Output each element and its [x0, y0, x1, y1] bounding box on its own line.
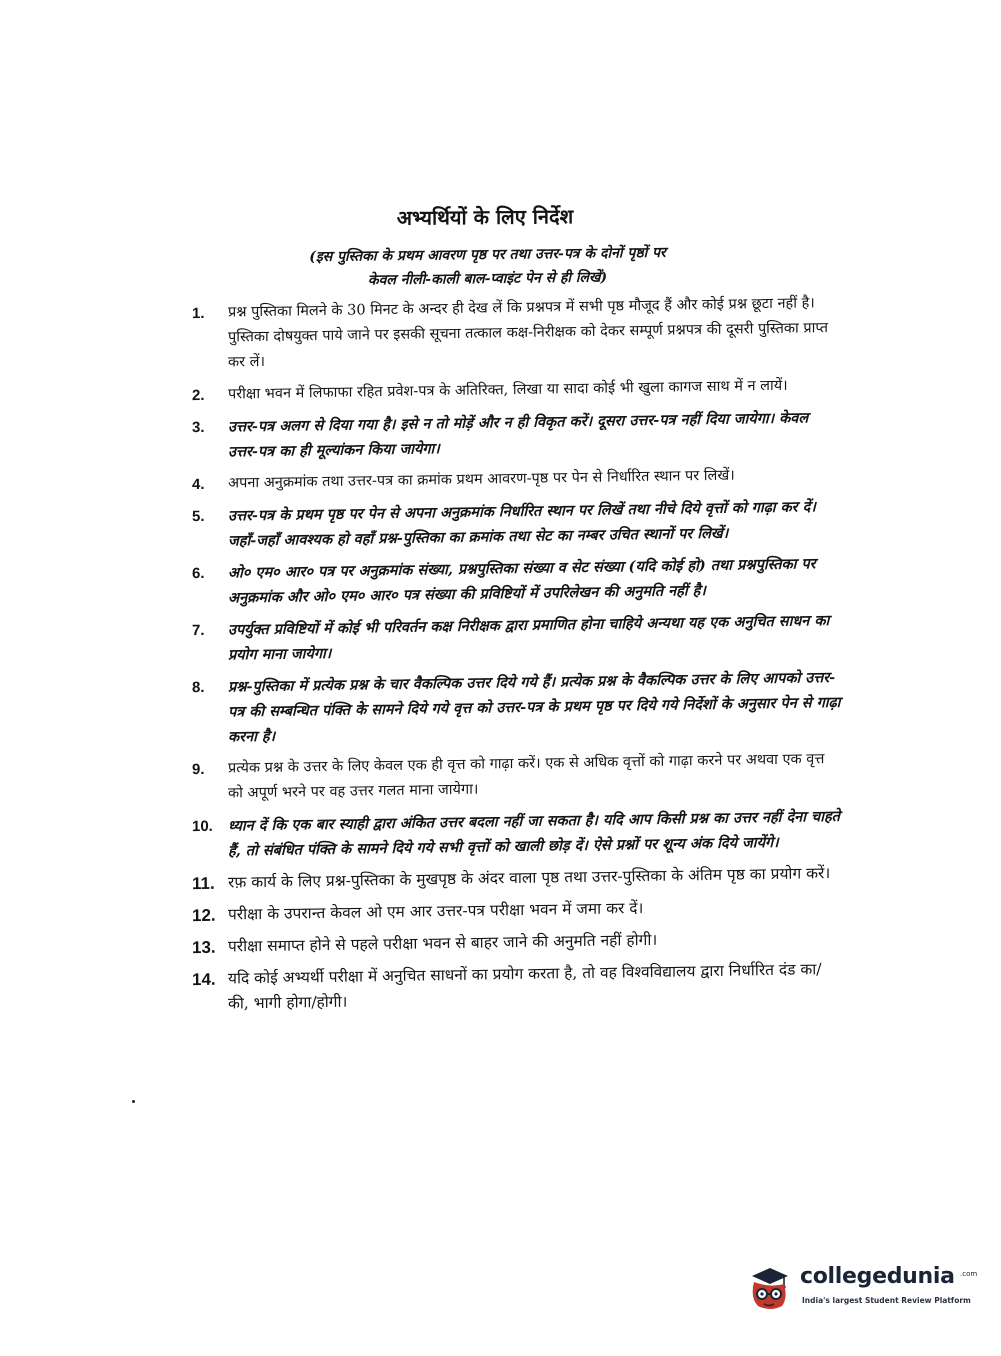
instruction-number: 9.	[192, 760, 205, 779]
instruction-text: उपर्युक्त प्रविष्टियों में कोई भी परिवर्तन कक्ष निरीक्षक द्वारा प्रमाणित होना चाहिये अन्यथा यह एक अनुचित साधन का प्रयोग माना जायेगा।	[228, 612, 830, 664]
instruction-text: परीक्षा समाप्त होने से पहले परीक्षा भवन से बाहर जाने की अनुमति नहीं होगी।	[228, 930, 658, 956]
instruction-number: 4.	[192, 475, 205, 494]
instruction-number: 14.	[192, 969, 216, 990]
instruction-text: उत्तर-पत्र अलग से दिया गया है। इसे न तो मोड़ें और न ही विकृत करें। दूसरा उत्तर-पत्र नहीं दिया जायेगा। केवल उत्तर-पत्र का ही मूल्यांकन किया जायेगा।	[228, 409, 809, 461]
instruction-number: 12.	[192, 905, 216, 926]
instruction-item-13	[192, 925, 842, 960]
instruction-number: 3.	[192, 418, 205, 437]
instructions-list	[192, 296, 842, 1019]
instruction-text: यदि कोई अभ्यर्थी परीक्षा में अनुचित साधनों का प्रयोग करता है, तो वह विश्वविद्यालय द्वारा निर्धारित दंड का/की, भागी होगा/होगी।	[228, 960, 822, 1013]
instruction-item-5	[192, 494, 842, 554]
instruction-number: 5.	[192, 507, 205, 526]
instruction-text: अपना अनुक्रमांक तथा उत्तर-पत्र का क्रमांक प्रथम आवरण-पृष्ठ पर पेन से निर्धारित स्थान पर लिखें।	[228, 467, 735, 492]
instruction-number: 10.	[192, 817, 213, 836]
instruction-text: उत्तर-पत्र के प्रथम पृष्ठ पर पेन से अपना अनुक्रमांक निर्धारित स्थान पर लिखें तथा नीचे दिये वृत्तों को गाढ़ा कर दें। जहाँ-जहाँ आवश्यक हो वहाँ प्रश्न-पुस्तिका का क्रमांक तथा सेट का नम्बर उचित स्थानों पर लिखें।	[228, 498, 816, 550]
subtitle-line-1: (इस पुस्तिका के प्रथम आवरण पृष्ठ पर तथा उत्तर-पत्र के दोनों पृष्ठों पर	[309, 244, 666, 266]
instruction-text: प्रत्येक प्रश्न के उत्तर के लिए केवल एक ही वृत्त को गाढ़ा करें। एक से अधिक वृत्तों को गाढ़ा करने पर अथवा एक वृत्त को अपूर्ण भरने पर वह उत्तर गलत माना जायेगा।	[228, 751, 825, 802]
subtitle-line-2: केवल नीली-काली बाल-प्वाइंट पेन से ही लिखें)	[367, 269, 608, 289]
instruction-text: परीक्षा भवन में लिफाफा रहित प्रवेश-पत्र के अतिरिक्त, लिखा या सादा कोई भी खुला कागज साथ में न लायें।	[228, 377, 788, 403]
instruction-item-11	[192, 861, 842, 896]
instruction-text: प्रश्न पुस्तिका मिलने के 30 मिनट के अन्दर ही देख लें कि प्रश्नपत्र में सभी पृष्ठ मौजूद हैं और कोई प्रश्न छूटा नहीं है। पुस्तिका दोषयुक्त पाये जाने पर इसकी सूचना तत्काल कक्ष-निरीक्षक को देकर सम्पूर्ण प्रश्नपत्र की दूसरी पुस्तिका प्राप्त कर लें।	[228, 295, 829, 371]
instruction-item-9	[192, 747, 842, 807]
instruction-number: 8.	[192, 678, 205, 697]
instruction-text: ध्यान दें कि एक बार स्याही द्वारा अंकित उत्तर बदला नहीं जा सकता है। यदि आप किसी प्रश्न का उत्तर नहीं देना चाहते हैं, तो संबंधित पंक्ति के सामने दिये गये सभी वृत्तों को खाली छोड़ दें। ऐसे प्रश्नों पर शून्य अंक दिये जायेंगे।	[228, 807, 840, 860]
instruction-number: 2.	[192, 386, 205, 405]
instruction-item-3	[192, 405, 842, 465]
instruction-text: परीक्षा के उपरान्त केवल ओ एम आर उत्तर-पत्र परीक्षा भवन में जमा कर दें।	[228, 899, 644, 924]
instruction-number: 13.	[192, 937, 216, 958]
instruction-item-2	[192, 373, 842, 408]
instruction-item-4	[192, 462, 842, 497]
document-title: अभ्यर्थियों के लिए निर्देश	[396, 204, 574, 230]
instruction-item-14	[192, 957, 842, 1017]
instruction-item-8	[192, 665, 842, 750]
instruction-item-12	[192, 893, 842, 928]
brand-tagline: India's largest Student Review Platform	[802, 1296, 971, 1305]
document-subtitle	[0, 237, 975, 297]
collegedunia-mascot-icon	[744, 1262, 794, 1312]
instruction-item-10	[192, 804, 842, 864]
instruction-text: ओ० एम० आर० पत्र पर अनुक्रमांक संख्या, प्रश्नपुस्तिका संख्या व सेट संख्या (यदि कोई हो) तथा प्रश्नपुस्तिका पर अनुक्रमांक और ओ० एम० आर० पत्र संख्या की प्रविष्टियों में उपरिलेखन की अनुमति नहीं है।	[228, 555, 816, 607]
instruction-item-1	[192, 291, 842, 376]
instruction-text: प्रश्न-पुस्तिका में प्रत्येक प्रश्न के चार वैकल्पिक उत्तर दिये गये हैं। प्रत्येक प्रश्न के वैकल्पिक उत्तर के लिए आपको उत्तर-पत्र की सम्बन्धित पंक्ति के सामने दिये गये वृत्त को उत्तर-पत्र के प्रथम पृष्ठ पर दिये गये निर्देशों के अनुसार पेन से गाढ़ा करना है।	[228, 669, 841, 746]
collegedunia-watermark	[744, 1258, 978, 1318]
instruction-item-6	[192, 551, 842, 611]
brand-name: collegedunia	[800, 1264, 955, 1289]
stray-mark	[132, 1100, 135, 1103]
instruction-number: 11.	[192, 873, 215, 894]
instruction-number: 6.	[192, 564, 205, 583]
instruction-item-7	[192, 608, 842, 668]
instruction-number: 1.	[192, 304, 205, 323]
instruction-text: रफ़ कार्य के लिए प्रश्न-पुस्तिका के मुखपृष्ठ के अंदर वाला पृष्ठ तथा उत्तर-पुस्तिका के अंतिम पृष्ठ का प्रयोग करें।	[228, 864, 831, 892]
instruction-number: 7.	[192, 621, 205, 640]
brand-tld: .com	[960, 1270, 978, 1278]
